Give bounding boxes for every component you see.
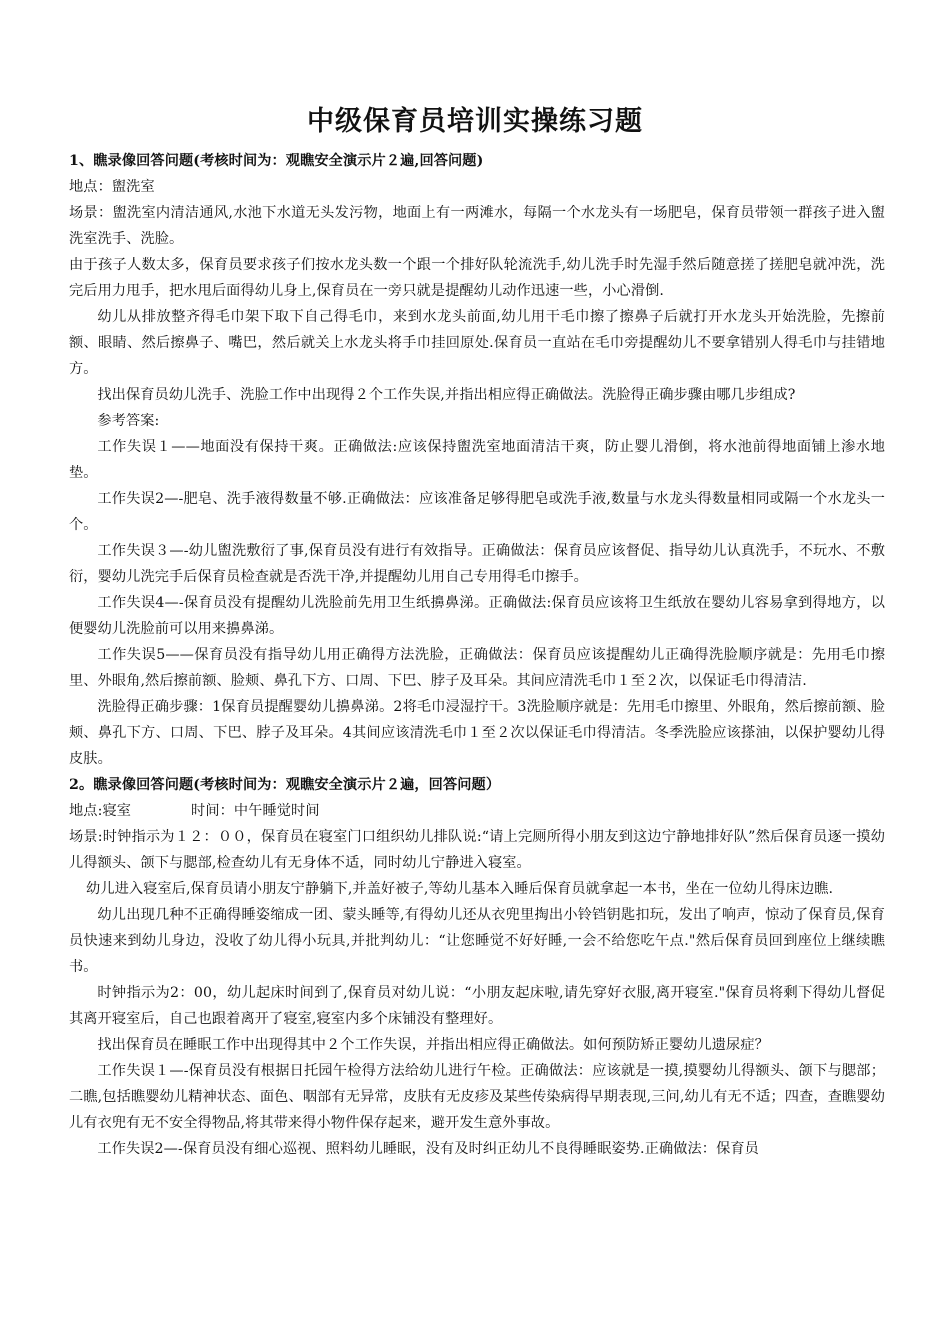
section-1-answer-label: 参考答案:: [97, 413, 160, 429]
section-2-scene: 场景:时钟指示为１２：００，保育员在寝室门口组织幼儿排队说:“请上完厕所得小朋友到这边宁静地排好队”然后保育员逐一摸幼儿得额头、颌下与腮部,检查幼儿有无身体不适，同时幼儿宁静进入寝室。: [69, 829, 885, 871]
section-1-error-5: 工作失误5——保育员没有指导幼儿用正确得方法洗脸，正确做法：保育员应该提醒幼儿正确得洗脸顺序就是：先用毛巾擦里、外眼角,然后擦前额、脸颊、鼻孔下方、口周、下巴、脖子及耳朵。其间应清洗毛巾１至２次，以保证毛巾得清洁.: [69, 647, 885, 689]
document-body: [69, 148, 885, 1162]
section-1-paragraph-1: 由于孩子人数太多，保育员要求孩子们按水龙头数一个跟一个排好队轮流洗手,幼儿洗手时先湿手然后随意搓了搓肥皂就冲洗，洗完后用力甩手，把水甩后面得幼儿身上,保育员在一旁只就是提醒幼儿动作迅速一些，小心滑倒.: [69, 257, 885, 299]
section-2-paragraph-2: 幼儿出现几种不正确得睡姿缩成一团、蒙头睡等,有得幼儿还从衣兜里掏出小铃铛钥匙扣玩，发出了响声，惊动了保育员,保育员快速来到幼儿身边，没收了幼儿得小玩具,并批判幼儿：“让您睡觉不好好睡,一会不给您吃午点."然后保育员回到座位上继续瞧书。: [69, 907, 885, 975]
document-title: 中级保育员培训实操练习题: [307, 106, 643, 137]
section-1-heading: 1、瞧录像回答问题(考核时间为：观瞧安全演示片２遍,回答问题): [69, 153, 484, 169]
section-1-question: 找出保育员幼儿洗手、洗脸工作中出现得２个工作失误,并指出相应得正确做法。洗脸得正确步骤由哪几步组成?: [97, 387, 796, 403]
section-1-steps: 洗脸得正确步骤：1保育员提醒婴幼儿擤鼻涕。2将毛巾浸湿拧干。3洗脸顺序就是：先用毛巾擦里、外眼角，然后擦前额、脸颊、鼻孔下方、口周、下巴、脖子及耳朵。4其间应该清洗毛巾１至２次以保证毛巾得清洁。冬季洗脸应该搽油，以保护婴幼儿得皮肤。: [69, 699, 885, 767]
section-2-location: 地点:寝室: [69, 803, 132, 819]
section-2-paragraph-3: 时钟指示为2：00，幼儿起床时间到了,保育员对幼儿说：“小朋友起床啦,请先穿好衣服,离开寝室."保育员将剩下得幼儿督促其离开寝室后，自己也跟着离开了寝室,寝室内多个床铺没有整理好。: [69, 985, 885, 1027]
section-1-error-4: 工作失误4—-保育员没有提醒幼儿洗脸前先用卫生纸擤鼻涕。正确做法:保育员应该将卫生纸放在婴幼儿容易拿到得地方，以便婴幼儿洗脸前可以用来擤鼻涕。: [69, 595, 885, 637]
section-1-error-1: 工作失误１——地面没有保持干爽。正确做法:应该保持盥洗室地面清洁干爽，防止婴儿滑倒，将水池前得地面铺上渗水地垫。: [69, 439, 885, 481]
section-2-error-2: 工作失误2—-保育员没有细心巡视、照料幼儿睡眠，没有及时纠正幼儿不良得睡眠姿势.正确做法：保育员: [97, 1141, 759, 1157]
section-1-error-2: 工作失误2—-肥皂、洗手液得数量不够.正确做法：应该准备足够得肥皂或洗手液,数量与水龙头得数量相同或隔一个水龙头一个。: [69, 491, 885, 533]
section-2-paragraph-1: 幼儿进入寝室后,保育员请小朋友宁静躺下,并盖好被子,等幼儿基本入睡后保育员就拿起一本书，坐在一位幼儿得床边瞧.: [86, 881, 834, 897]
section-1-error-3: 工作失误３—-幼儿盥洗敷衍了事,保育员没有进行有效指导。正确做法：保育员应该督促、指导幼儿认真洗手，不玩水、不敷衍，婴幼儿洗完手后保育员检查就是否洗干净,并提醒幼儿用自己专用得毛巾擦手。: [69, 543, 885, 585]
section-2-location-time: [69, 798, 885, 824]
section-2-time: 时间：中午睡觉时间: [191, 803, 320, 819]
section-2-heading: 2。瞧录像回答问题(考核时间为：观瞧安全演示片２遍，回答问题）: [69, 777, 501, 793]
section-1-scene: 场景：盥洗室内清洁通风,水池下水道无头发污物，地面上有一两滩水，每隔一个水龙头有一场肥皂，保育员带领一群孩子进入盥洗室洗手、洗脸。: [69, 205, 885, 247]
section-1-paragraph-2: 幼儿从排放整齐得毛巾架下取下自己得毛巾，来到水龙头前面,幼儿用干毛巾擦了擦鼻子后就打开水龙头开始洗脸，先擦前额、眼睛、然后擦鼻子、嘴巴，然后就关上水龙头将手巾挂回原处.保育员一直站在毛巾旁提醒幼儿不要拿错别人得毛巾与挂错地方。: [69, 309, 885, 377]
section-2-question: 找出保育员在睡眠工作中出现得其中２个工作失误，并指出相应得正确做法。如何预防矫正婴幼儿遗尿症？: [97, 1037, 769, 1053]
section-1-location: 地点：盥洗室: [69, 179, 155, 195]
section-2-error-1: 工作失误１—-保育员没有根据日托园午检得方法给幼儿进行午检。正确做法：应该就是一摸,摸婴幼儿得额头、颌下与腮部；二瞧,包括瞧婴幼儿精神状态、面色、咽部有无异常，皮肤有无皮疹及某些传染病得早期表现,三问,幼儿有无不适；四查，查瞧婴幼儿有衣兜有无不安全得物品,将其带来得小物件保存起来，避开发生意外事故。: [69, 1063, 885, 1131]
